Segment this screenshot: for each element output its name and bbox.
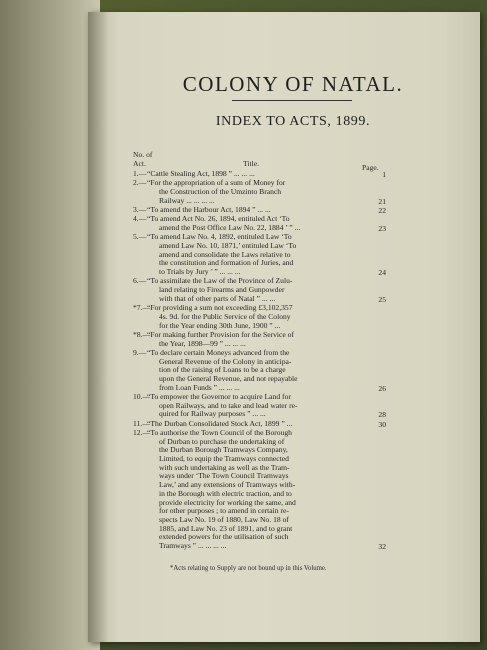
act-title-line: Law,’ and any extensions of Tramways with- bbox=[159, 481, 296, 490]
act-title-line: spects Law No. 19 of 1880, Law No. 18 of bbox=[159, 515, 289, 524]
column-header-page: Page. bbox=[362, 163, 379, 172]
act-title-line: “To amend Law No. 4, 1892, entituled Law ‘To bbox=[147, 233, 292, 242]
act-title-line: “For the appropriation of a sum of Money for bbox=[147, 179, 286, 188]
act-title-line: in the Borough with electric traction, and to bbox=[159, 489, 292, 498]
act-number: *8.— bbox=[133, 329, 151, 339]
act-title bbox=[147, 331, 357, 348]
act-title-line: Railway ... ... ... ... bbox=[159, 196, 215, 205]
title-divider bbox=[232, 100, 352, 101]
act-title-line: for other purposes ; to amend in certain re- bbox=[159, 507, 289, 516]
act-title-line: amend the Post Office Law No. 22, 1884 ’ ” ... bbox=[159, 224, 301, 232]
act-title-line: “To declare certain Moneys advanced from the bbox=[147, 348, 290, 357]
act-number: 9.— bbox=[133, 347, 147, 357]
act-title-line: “To amend the Harbour Act, 1894 ” ... ... bbox=[147, 206, 271, 214]
act-title-line: “To assimilate the Law of the Province of Zulu- bbox=[147, 277, 293, 286]
book-left-page-edge bbox=[0, 0, 100, 650]
act-title bbox=[147, 170, 357, 179]
page-number: 21 bbox=[378, 196, 386, 206]
act-title-line: Tramways ” ... ... ... ... bbox=[159, 542, 227, 551]
act-title-line: open Railways, and to take and lead water re- bbox=[159, 401, 298, 410]
act-title-line: “To empower the Governor to acquire Land for bbox=[147, 392, 291, 401]
page-number: 28 bbox=[378, 410, 386, 420]
act-title bbox=[147, 179, 357, 205]
act-title-line: extended powers for the utilisation of such bbox=[159, 533, 289, 542]
act-title-line: the Durban Borough Tramways Company, bbox=[159, 446, 288, 455]
act-title-line: with that of other parts of Natal ” ... ... bbox=[159, 294, 276, 303]
act-title-line: “Cattle Stealing Act, 1898 ” ... ... ... bbox=[147, 170, 255, 178]
act-title-line: 1885, and Law No. 23 of 1891, and to grant bbox=[159, 524, 293, 533]
act-title-line: to Trials by Jury ’ ” ... ... ... bbox=[159, 268, 241, 277]
act-number: 2.— bbox=[133, 178, 147, 188]
act-number: 12.— bbox=[133, 427, 151, 437]
act-title bbox=[147, 429, 357, 551]
act-title-line: the Year, 1898—99 ” ... ... ... bbox=[159, 339, 246, 348]
act-title-line: from Loan Funds ” ... ... ... bbox=[159, 383, 240, 392]
act-title-line: “To amend Act No. 26, 1894, entituled Act ‘To bbox=[147, 215, 290, 224]
act-title bbox=[147, 233, 357, 277]
column-header-title: Title. bbox=[243, 159, 259, 168]
act-title-line: of Durban to purchase the undertaking of bbox=[159, 437, 285, 446]
act-title-line: 4s. 9d. for the Public Service of the Colony bbox=[159, 312, 291, 321]
act-title-line: the Construction of the Umzinto Branch bbox=[159, 188, 282, 196]
act-title-line: with such undertaking as well as the Tram- bbox=[159, 463, 290, 472]
act-title bbox=[147, 304, 357, 330]
act-title-line: for the Year ending 30th June, 1900 ” ... bbox=[159, 321, 281, 330]
act-title-line: “For making further Provision for the Service of bbox=[147, 330, 294, 339]
page-number: 25 bbox=[378, 294, 386, 304]
act-title-line: the constitution and formation of Juries, and bbox=[159, 259, 294, 268]
act-title-line: provide electricity for working the same, and bbox=[159, 498, 296, 507]
index-subtitle: INDEX TO ACTS, 1899. bbox=[215, 114, 371, 129]
page-number: 26 bbox=[378, 383, 386, 393]
act-title-line: amend and consolidate the Laws relative to bbox=[159, 250, 291, 259]
act-number: 10.— bbox=[133, 391, 151, 401]
act-number: 1.— bbox=[133, 169, 147, 178]
act-title-line: ways under ‘The Town Council Tramways bbox=[159, 472, 289, 481]
act-title bbox=[147, 206, 357, 215]
act-title bbox=[147, 215, 357, 232]
act-number: 5.— bbox=[133, 232, 147, 242]
act-title-line: upon the General Revenue, and not repayable bbox=[159, 374, 298, 383]
page-number: 24 bbox=[378, 268, 386, 278]
column-header-no: No. of Act. bbox=[133, 150, 153, 168]
page-number: 32 bbox=[378, 542, 386, 551]
act-number: *7.— bbox=[133, 303, 151, 313]
footnote: *Acts relating to Supply are not bound up in this Volume. bbox=[170, 565, 327, 572]
act-title-line: General Revenue of the Colony in anticipa- bbox=[159, 357, 292, 366]
page-number: 22 bbox=[378, 206, 386, 215]
page-gutter-shadow bbox=[88, 12, 108, 642]
act-title-line: amend Law No. 10, 1871,’ entituled Law ‘To bbox=[159, 242, 297, 250]
page-number: 23 bbox=[378, 224, 386, 233]
page-number: 30 bbox=[378, 419, 386, 429]
act-number: 4.— bbox=[133, 214, 147, 224]
act-title-line: “For providing a sum not exceeding £3,102,357 bbox=[147, 304, 293, 313]
act-number: 6.— bbox=[133, 276, 147, 286]
page-number: 1 bbox=[382, 170, 386, 179]
act-number: 11.— bbox=[133, 418, 150, 428]
act-title-line: tion of the raising of Loans to be a charge bbox=[159, 366, 286, 375]
page-title: COLONY OF NATAL. bbox=[182, 72, 404, 96]
act-title-line: land relating to Firearms and Gunpowder bbox=[159, 286, 285, 295]
act-title-line: “The Durban Consolidated Stock Act, 1899 ” ... bbox=[147, 419, 293, 428]
act-title bbox=[147, 277, 357, 303]
act-title bbox=[147, 393, 357, 419]
act-title-line: Limited, to equip the Tramways connected bbox=[159, 455, 289, 463]
act-title bbox=[147, 420, 357, 429]
act-title-line: quired for Railway purposes ” ... ... bbox=[159, 410, 266, 419]
act-title bbox=[147, 349, 357, 393]
act-title-line: “To authorise the Town Council of the Borough bbox=[147, 428, 292, 437]
act-number: 3.— bbox=[133, 205, 147, 214]
